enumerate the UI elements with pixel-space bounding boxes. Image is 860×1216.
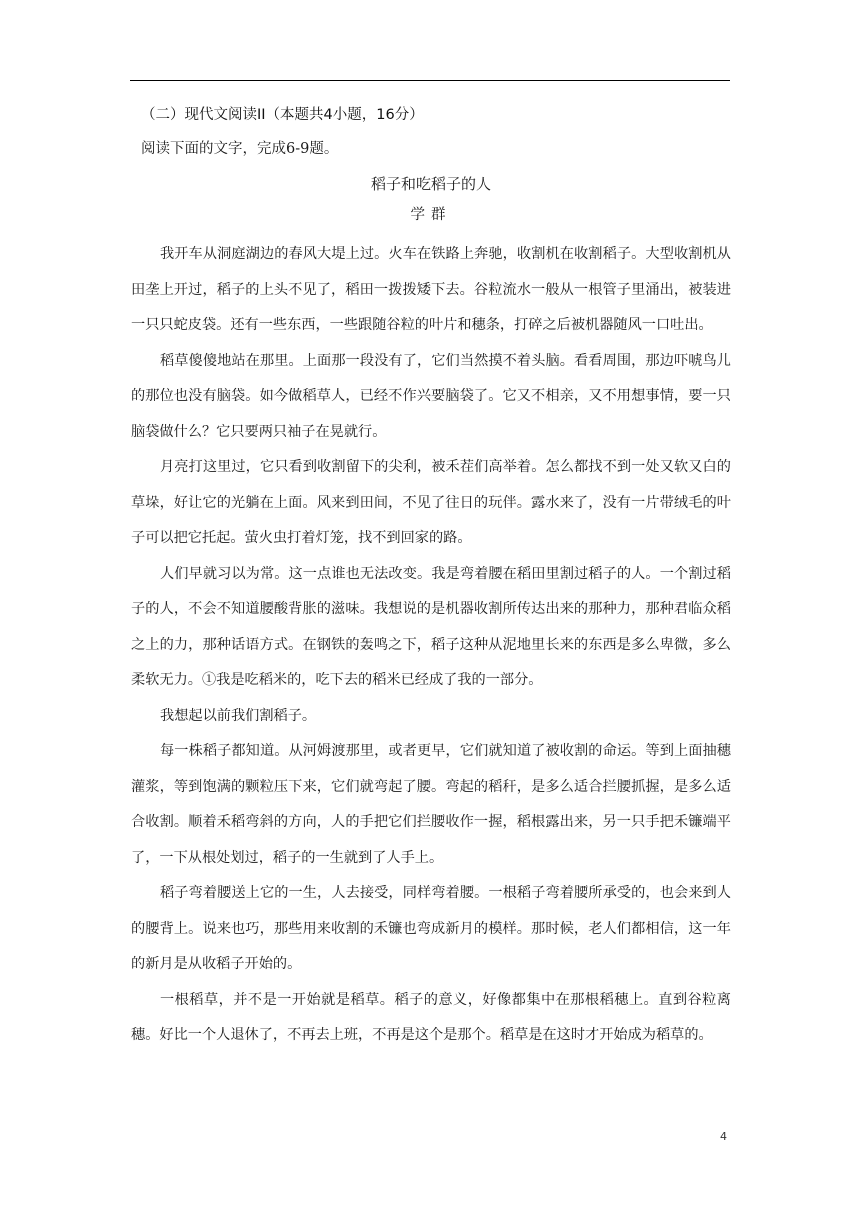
paragraph: 稻草傻傻地站在那里。上面那一段没有了，它们当然摸不着头脑。看看周围，那边吓唬鸟儿的那位也没有脑袋。如今做稻草人，已经不作兴要脑袋了。它又不相亲，又不用想事情，要一只脑袋做什么？它只要两只袖子在晃就行。 <box>131 352 731 440</box>
paragraph: 一根稻草，并不是一开始就是稻草。稻子的意义，好像都集中在那根稻穗上。直到谷粒离穗。好比一个人退休了，不再去上班，不再是这个是那个。稻草是在这时才开始成为稻草的。 <box>131 991 731 1043</box>
section-header: （二）现代文阅读II（本题共4小题，16分） <box>141 107 424 123</box>
page-number: 4 <box>720 1130 727 1143</box>
header-rule <box>130 80 730 81</box>
paragraph: 人们早就习以为常。这一点谁也无法改变。我是弯着腰在稻田里割过稻子的人。一个割过稻子的人，不会不知道腰酸背胀的滋味。我想说的是机器收割所传达出来的那种力，那种君临众稻之上的力，那种话语方式。在钢铁的轰鸣之下，稻子这种从泥地里长来的东西是多么卑微，多么柔软无力。①我是吃稻米的，吃下去的稻米已经成了我的一部分。 <box>131 565 731 688</box>
paragraph: 稻子弯着腰送上它的一生，人去接受，同样弯着腰。一根稻子弯着腰所承受的，也会来到人的腰背上。说来也巧，那些用来收割的禾镰也弯成新月的模样。那时候，老人们都相信，这一年的新月是从收稻子开始的。 <box>131 885 731 972</box>
reading-instruction: 阅读下面的文字，完成6-9题。 <box>141 141 339 157</box>
paragraph: 月亮打这里过，它只看到收割留下的尖利，被禾茬们高举着。怎么都找不到一处又软又白的草垛，好让它的光躺在上面。风来到田间，不见了往日的玩伴。露水来了，没有一片带绒毛的叶子可以把它托起。萤火虫打着灯笼，找不到回家的路。 <box>131 459 731 546</box>
article-author: 学群 <box>410 207 452 223</box>
paragraph: 每一株稻子都知道。从河姆渡那里，或者更早，它们就知道了被收割的命运。等到上面抽穗灌浆，等到饱满的颗粒压下来，它们就弯起了腰。弯起的稻秆，是多么适合拦腰抓握，是多么适合收割。顺着禾稻弯斜的方向，人的手把它们拦腰收作一握，稻根露出来，另一只手把禾镰端平了，一下从根处划过，稻子的一生就到了人手上。 <box>131 743 731 866</box>
page-content <box>131 105 731 1054</box>
paragraph: 我开车从洞庭湖边的春风大堤上过。火车在铁路上奔驰，收割机在收割稻子。大型收割机从田垄上开过，稻子的上头不见了，稻田一拨拨矮下去。谷粒流水一般从一根管子里涌出，被装进一只只蛇皮袋。还有一些东西，一些跟随谷粒的叶片和穗条，打碎之后被机器随风一口吐出。 <box>131 246 731 333</box>
article-body <box>131 237 731 1054</box>
article-title: 稻子和吃稻子的人 <box>370 175 491 193</box>
paragraph: 我想起以前我们割稻子。 <box>160 707 317 724</box>
